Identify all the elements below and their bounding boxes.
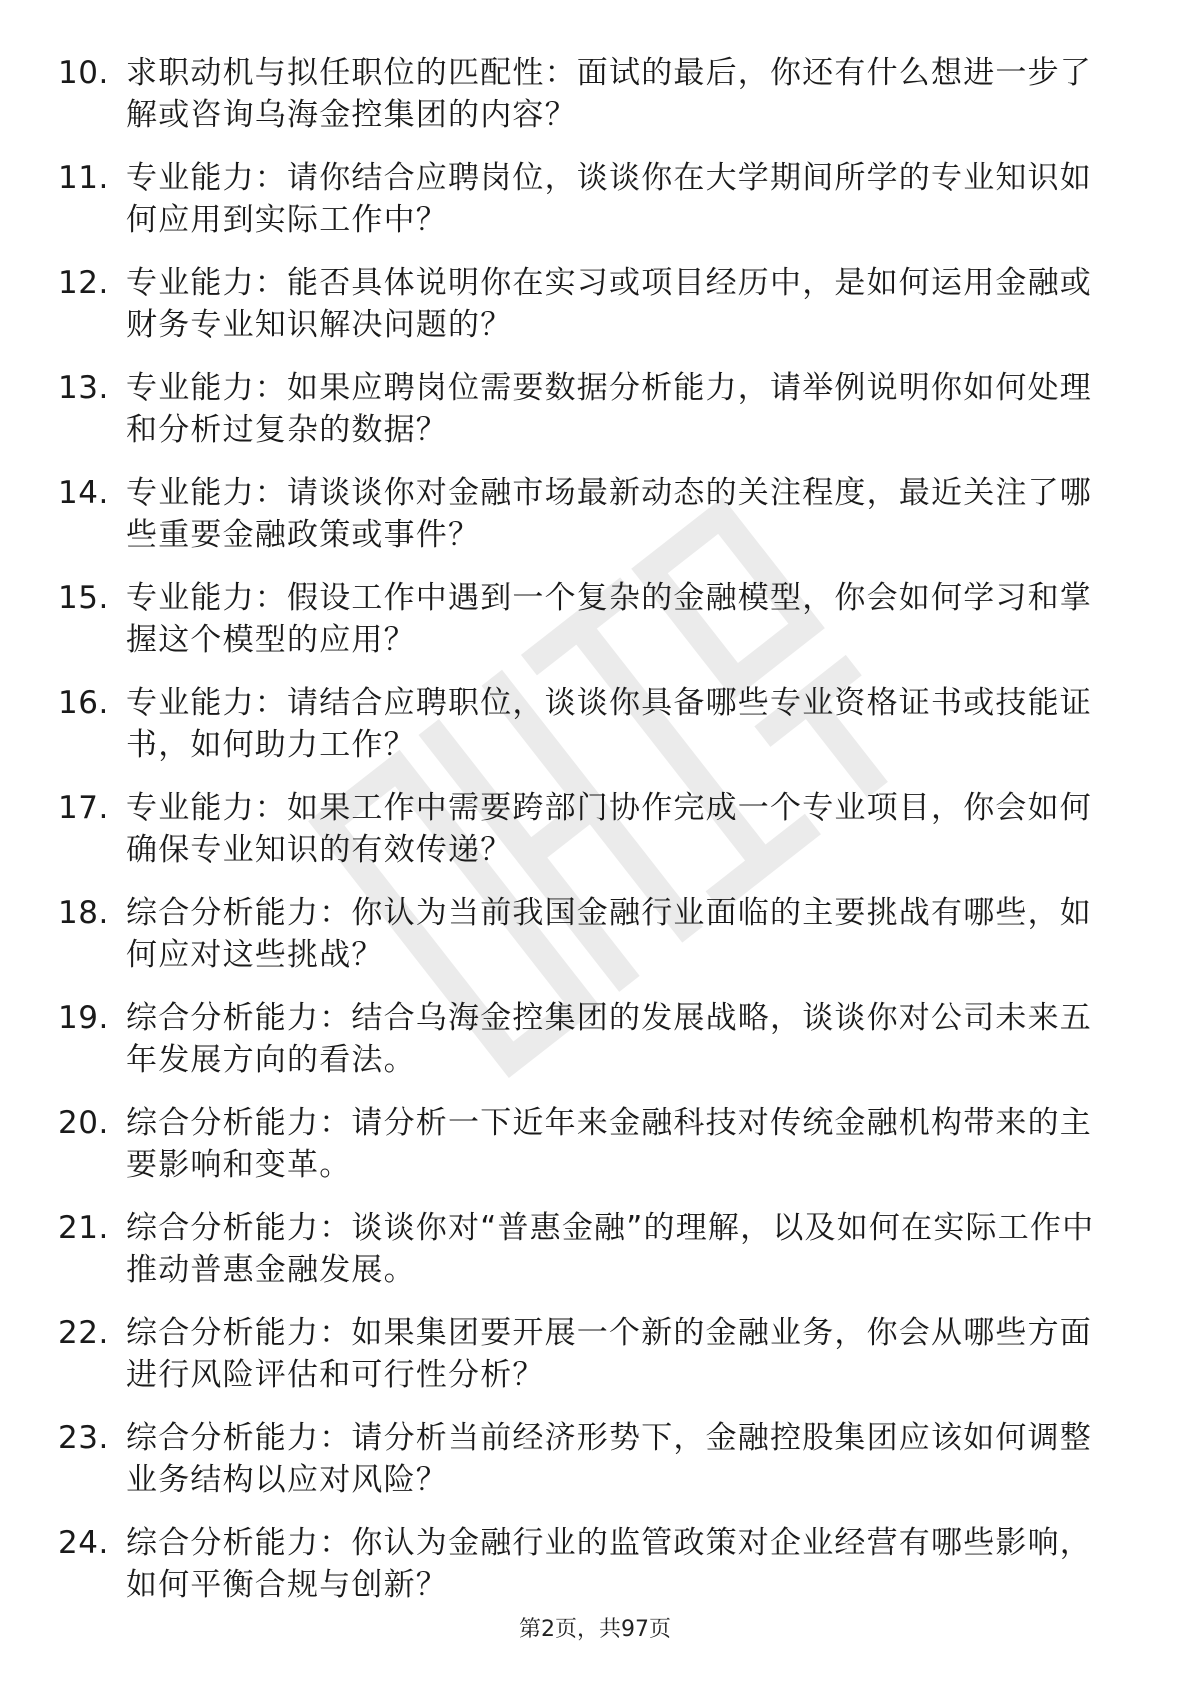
- question-number: 13.: [58, 370, 109, 406]
- question-text: 综合分析能力：你认为金融行业的监管政策对企业经营有哪些影响，如何平衡合规与创新？: [126, 1525, 1092, 1603]
- list-item: [58, 1207, 1118, 1312]
- question-number: 20.: [58, 1105, 109, 1141]
- question-text: 专业能力：请你结合应聘岗位，谈谈你在大学期间所学的专业知识如何应用到实际工作中？: [126, 160, 1092, 238]
- list-item: [58, 1522, 1118, 1627]
- list-item: [58, 157, 1118, 262]
- list-item: [58, 52, 1118, 157]
- question-text: 综合分析能力：结合乌海金控集团的发展战略，谈谈你对公司未来五年发展方向的看法。: [126, 1000, 1092, 1078]
- question-text: 综合分析能力：如果集团要开展一个新的金融业务，你会从哪些方面进行风险评估和可行性分析？: [126, 1315, 1092, 1393]
- list-item: [58, 1417, 1118, 1522]
- question-text: 专业能力：如果应聘岗位需要数据分析能力，请举例说明你如何处理和分析过复杂的数据？: [126, 370, 1092, 448]
- question-text: 专业能力：请结合应聘职位，谈谈你具备哪些专业资格证书或技能证书，如何助力工作？: [126, 685, 1092, 763]
- question-number: 14.: [58, 475, 109, 511]
- page-number-footer: 第2页，共97页: [519, 1617, 671, 1642]
- question-text: 专业能力：如果工作中需要跨部门协作完成一个专业项目，你会如何确保专业知识的有效传递？: [126, 790, 1092, 868]
- list-item: [58, 1102, 1118, 1207]
- list-item: [58, 682, 1118, 787]
- question-number: 21.: [58, 1210, 109, 1246]
- list-item: [58, 892, 1118, 997]
- question-number: 17.: [58, 790, 109, 826]
- list-item: [58, 997, 1118, 1102]
- question-text: 专业能力：请谈谈你对金融市场最新动态的关注程度，最近关注了哪些重要金融政策或事件？: [126, 475, 1092, 553]
- question-number: 23.: [58, 1420, 109, 1456]
- list-item: [58, 367, 1118, 472]
- question-number: 11.: [58, 160, 109, 196]
- question-text: 综合分析能力：谈谈你对“普惠金融”的理解，以及如何在实际工作中推动普惠金融发展。: [126, 1210, 1095, 1288]
- list-item: [58, 577, 1118, 682]
- list-item: [58, 472, 1118, 577]
- question-number: 12.: [58, 265, 109, 301]
- question-text: 求职动机与拟任职位的匹配性：面试的最后，你还有什么想进一步了解或咨询乌海金控集团的内容？: [126, 55, 1092, 133]
- list-item: [58, 1312, 1118, 1417]
- question-text: 综合分析能力：你认为当前我国金融行业面临的主要挑战有哪些，如何应对这些挑战？: [126, 895, 1092, 973]
- question-text: 专业能力：能否具体说明你在实习或项目经历中，是如何运用金融或财务专业知识解决问题的？: [126, 265, 1092, 343]
- question-number: 15.: [58, 580, 109, 616]
- question-number: 24.: [58, 1525, 109, 1561]
- list-item: [58, 787, 1118, 892]
- question-number: 19.: [58, 1000, 109, 1036]
- list-item: [58, 262, 1118, 367]
- question-list: [58, 52, 1118, 1627]
- question-text: 综合分析能力：请分析当前经济形势下，金融控股集团应该如何调整业务结构以应对风险？: [126, 1420, 1092, 1498]
- question-text: 专业能力：假设工作中遇到一个复杂的金融模型，你会如何学习和掌握这个模型的应用？: [126, 580, 1092, 658]
- question-number: 18.: [58, 895, 109, 931]
- question-number: 22.: [58, 1315, 109, 1351]
- question-number: 10.: [58, 55, 109, 91]
- question-text: 综合分析能力：请分析一下近年来金融科技对传统金融机构带来的主要影响和变革。: [126, 1105, 1092, 1183]
- question-number: 16.: [58, 685, 109, 721]
